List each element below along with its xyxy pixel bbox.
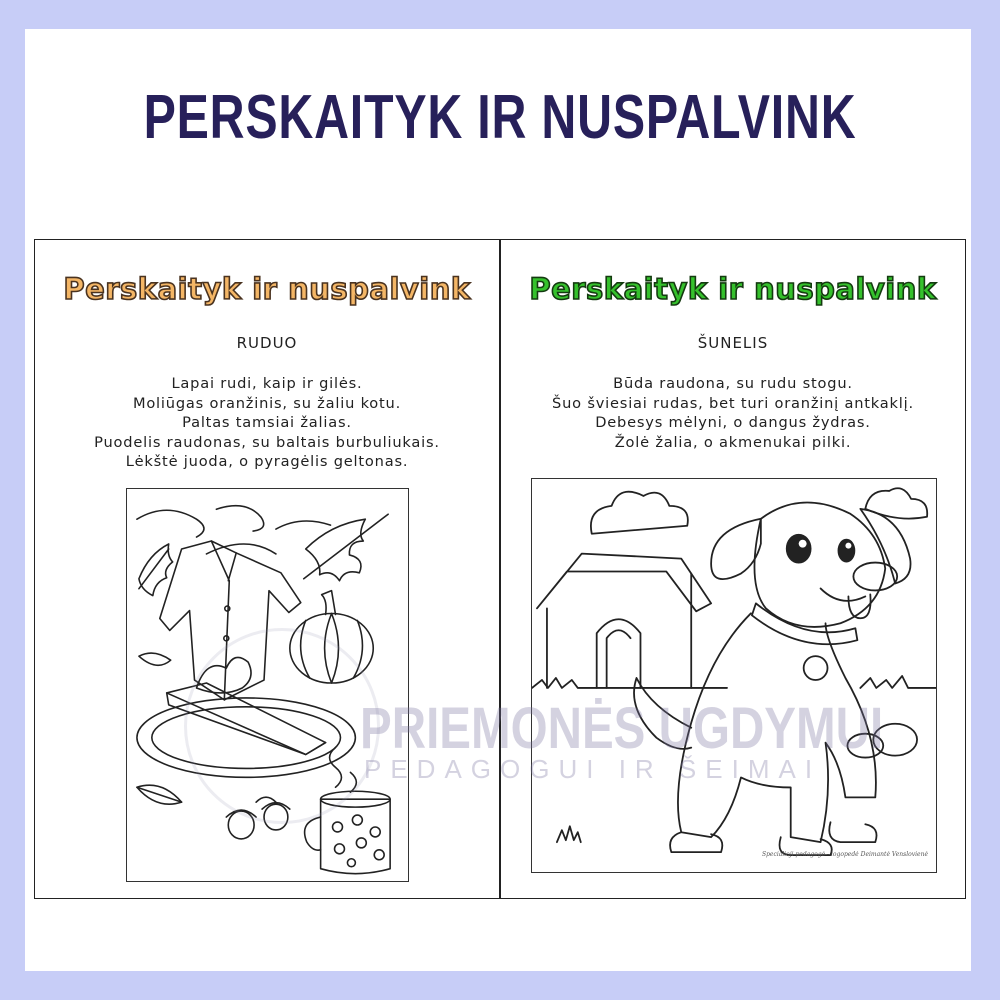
plate-shape [137, 698, 355, 777]
story-line: Puodelis raudonas, su baltais burbuliukais. [94, 433, 440, 451]
dog-coloring-picture [531, 478, 937, 873]
story-line: Lapai rudi, kaip ir gilės. [171, 375, 363, 392]
wind-swirl [216, 506, 263, 531]
autumn-story-title: RUDUO [236, 334, 298, 352]
author-credit: Specialioji pedagogė - logopedė Deimantė Venslovienė [761, 851, 928, 858]
cloud-shape [865, 488, 927, 518]
dog-story-title: ŠUNELIS [697, 334, 769, 352]
grass-line [532, 678, 727, 688]
story-line: Moliūgas oranžinis, su žaliu kotu. [132, 394, 402, 412]
story-line: Debesys mėlyni, o dangus žydras. [595, 414, 871, 431]
autumn-coloring-picture [126, 488, 409, 882]
watermark-line2: PEDAGOGUI IR ŠEIMAI [364, 754, 822, 784]
dog-ear [711, 519, 761, 579]
dog-house-roof [537, 554, 711, 612]
dog-eye [838, 540, 854, 562]
steam-swirl [350, 772, 356, 792]
story-line: Žolė žalia, o akmenukai pilki. [614, 433, 852, 451]
acorn-shape [264, 804, 288, 830]
dog-body-shape [678, 613, 876, 842]
pumpkin-stem [322, 591, 336, 615]
autumn-panel-title: Perskaityk ir nuspalvink [63, 272, 471, 306]
leaf-shape [139, 653, 171, 665]
cloud-shape [591, 492, 688, 534]
dog-panel-title: Perskaityk ir nuspalvink [529, 272, 937, 306]
story-line: Paltas tamsiai žalias. [182, 414, 352, 431]
pumpkin-shape [290, 614, 373, 684]
coat-shape [160, 541, 301, 700]
dog-nose [853, 563, 897, 591]
story-line: Šuo šviesiai rudas, bet turi oranžinį antkaklį. [552, 394, 914, 412]
autumn-worksheet-panel [34, 239, 500, 899]
story-line: Lėkštė juoda, o pyragėlis geltonas. [125, 453, 409, 470]
grass-line [860, 676, 936, 688]
stone-shape [847, 734, 883, 758]
page-title: PERSKAITYK IR NUSPALVINK [143, 83, 857, 152]
wind-swirl [276, 521, 331, 529]
collar-tag [804, 656, 828, 680]
wind-swirl [137, 510, 204, 537]
pie-slice-shape [167, 683, 326, 754]
dog-worksheet-panel [500, 239, 966, 899]
maple-leaf-shape [306, 519, 366, 581]
watermark-line1: PRIEMONĖS UGDYMUI [360, 696, 884, 761]
dog-eye [787, 535, 811, 563]
story-line: Būda raudona, su rudu stogu. [613, 375, 853, 392]
acorn-shape [228, 811, 254, 839]
dog-story-text [501, 374, 965, 452]
autumn-story-text [35, 374, 499, 472]
steam-swirl [330, 748, 342, 788]
grass-tuft [557, 826, 581, 842]
